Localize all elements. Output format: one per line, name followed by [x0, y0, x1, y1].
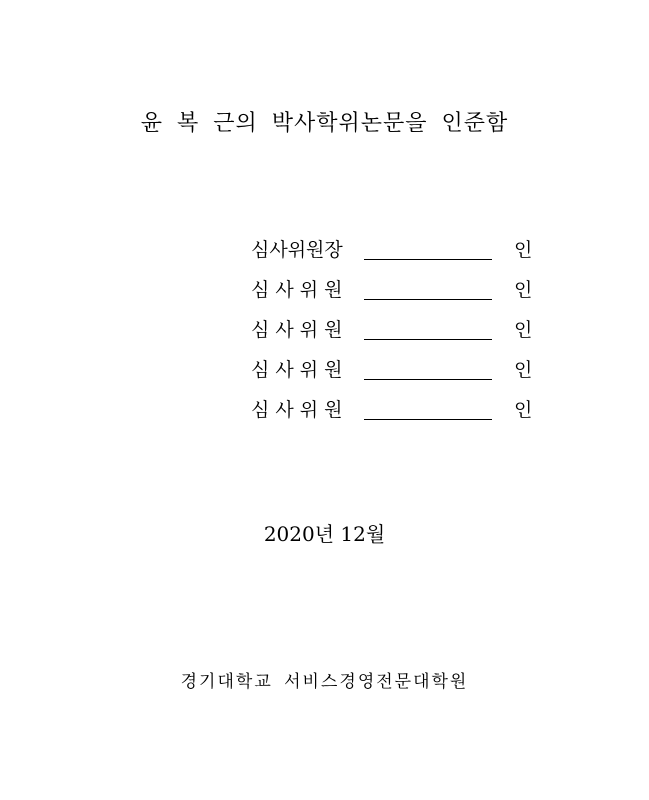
institution-name: 경기대학교 서비스경영전문대학원	[180, 672, 469, 692]
committee-row-member-1	[251, 276, 541, 316]
signature-line	[364, 299, 492, 300]
seal-mark: 인	[514, 239, 533, 261]
committee-row-member-4	[251, 396, 541, 436]
committee-row-member-2	[251, 316, 541, 356]
approval-title: 윤 복 근의 박사학위논문을 인준함	[140, 111, 509, 136]
seal-mark: 인	[514, 399, 533, 421]
committee-role: 심 사 위 원	[251, 319, 343, 341]
committee-role: 심 사 위 원	[251, 359, 343, 381]
signature-line	[364, 419, 492, 420]
committee-row-chair	[251, 236, 541, 276]
seal-mark: 인	[514, 279, 533, 301]
signature-line	[364, 379, 492, 380]
seal-mark: 인	[514, 319, 533, 341]
committee-role: 심 사 위 원	[251, 399, 343, 421]
signature-line	[364, 259, 492, 260]
committee-role: 심사위원장	[251, 239, 343, 261]
seal-mark: 인	[514, 359, 533, 381]
committee-role: 심 사 위 원	[251, 279, 343, 301]
committee-signature-list	[251, 236, 541, 436]
signature-line	[364, 339, 492, 340]
approval-date: 2020년 12월	[263, 522, 386, 546]
committee-row-member-3	[251, 356, 541, 396]
